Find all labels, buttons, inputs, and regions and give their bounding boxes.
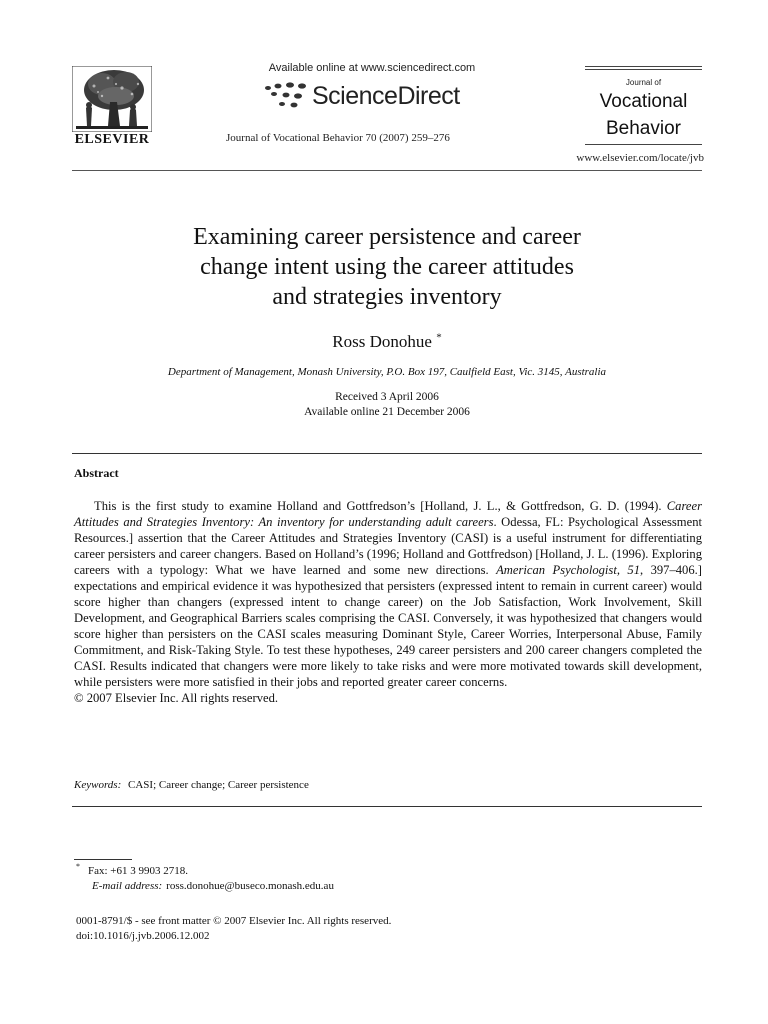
affiliation: Department of Management, Monash University, P.O. Box 197, Caulfield East, Vic. 3145, Australia: [167, 366, 607, 378]
title-line: change intent using the career attitudes: [200, 254, 574, 280]
doi-link[interactable]: doi:10.1016/j.jvb.2006.12.002: [76, 930, 210, 942]
sciencedirect-dots-icon: [262, 80, 312, 110]
keywords: [74, 779, 309, 791]
journal-of-label: Journal of: [625, 78, 662, 87]
author-name: Ross Donohue: [332, 332, 432, 351]
available-date: Available online 21 December 2006: [304, 406, 470, 418]
author-footnote: [76, 864, 334, 894]
email-link[interactable]: ross.donohue@buseco.monash.edu.au: [166, 880, 334, 892]
journal-title-line2: Behavior: [606, 118, 681, 139]
journal-url-link[interactable]: www.elsevier.com/locate/jvb: [576, 152, 704, 164]
issn-doi: [76, 914, 391, 944]
footnote-fax: Fax: +61 3 9903 2718.: [88, 865, 189, 877]
abstract-paragraph: This is the first study to examine Holland and Gottfredson’s [Holland, J. L., & Gottfredson, G. D. (1994). Career Attitudes and Strategies Inventory: An inventory for understanding adult careers. Odessa, FL: Psychological Assessment Resources.] assertion that the Career Attitudes and Strategies Inventory (CASI) is a useful instrument for differentiating career persisters and career changers. Based on Holland’s (1996; Holland and Gottfredson) [Holland, J. L. (1996). Exploring careers with a typology: What we have learned and some new directions. American Psychologist, 51, 397–406.] expectations and empirical evidence it was hypothesized that persisters (expressed intent to remain in current career) would score higher than changers (expressed intent to change career) on the Job Satisfaction, Work Involvement, Skill Development, and Geographical Barriers scales comprising the CASI. Conversely, it was hypothesized that changers would score higher than persisters on the CASI scales measuring Dominant Style, Career Worries, Interpersonal Abuse, Family Commitment, and Risk-Taking Style. To test these hypotheses, 249 career persisters and 200 career changers completed the CASI. Results indicated that changers were more likely to take risks and were more motivated towards skill development, while persisters were more satisfied in their jobs and reported greater career concerns.: [74, 499, 702, 689]
journal-title-line1: Vocational: [599, 91, 688, 112]
elsevier-wordmark: ELSEVIER: [74, 132, 150, 147]
sciencedirect-wordmark: ScienceDirect: [312, 82, 460, 110]
article-dates: [72, 390, 702, 420]
footnote-rule: [74, 859, 132, 860]
journal-citation: Journal of Vocational Behavior 70 (2007) 259–276: [226, 132, 450, 144]
available-online-text: Available online at www.sciencedirect.com: [268, 62, 476, 74]
email-label: E-mail address:: [92, 880, 163, 892]
abstract-bottom-rule: [72, 806, 702, 807]
keywords-value: CASI; Career change; Career persistence: [128, 779, 309, 791]
author-footnote-mark[interactable]: *: [436, 331, 442, 344]
header-divider: [72, 170, 702, 171]
sciencedirect-banner: [248, 62, 508, 116]
abstract-top-rule: [72, 453, 702, 454]
issn-line: 0001-8791/$ - see front matter © 2007 Elsevier Inc. All rights reserved.: [76, 915, 392, 927]
article-title: [72, 222, 702, 312]
abstract-heading: Abstract: [74, 466, 119, 480]
keywords-label: Keywords:: [74, 779, 122, 791]
received-date: Received 3 April 2006: [335, 391, 439, 403]
abstract-body: [74, 498, 702, 706]
title-line: Examining career persistence and career: [193, 224, 581, 250]
title-line: and strategies inventory: [272, 284, 502, 310]
abstract-copyright: © 2007 Elsevier Inc. All rights reserved.: [74, 691, 279, 705]
author: [72, 332, 702, 352]
footnote-mark: *: [76, 862, 80, 872]
journal-logo-box: [585, 66, 702, 145]
